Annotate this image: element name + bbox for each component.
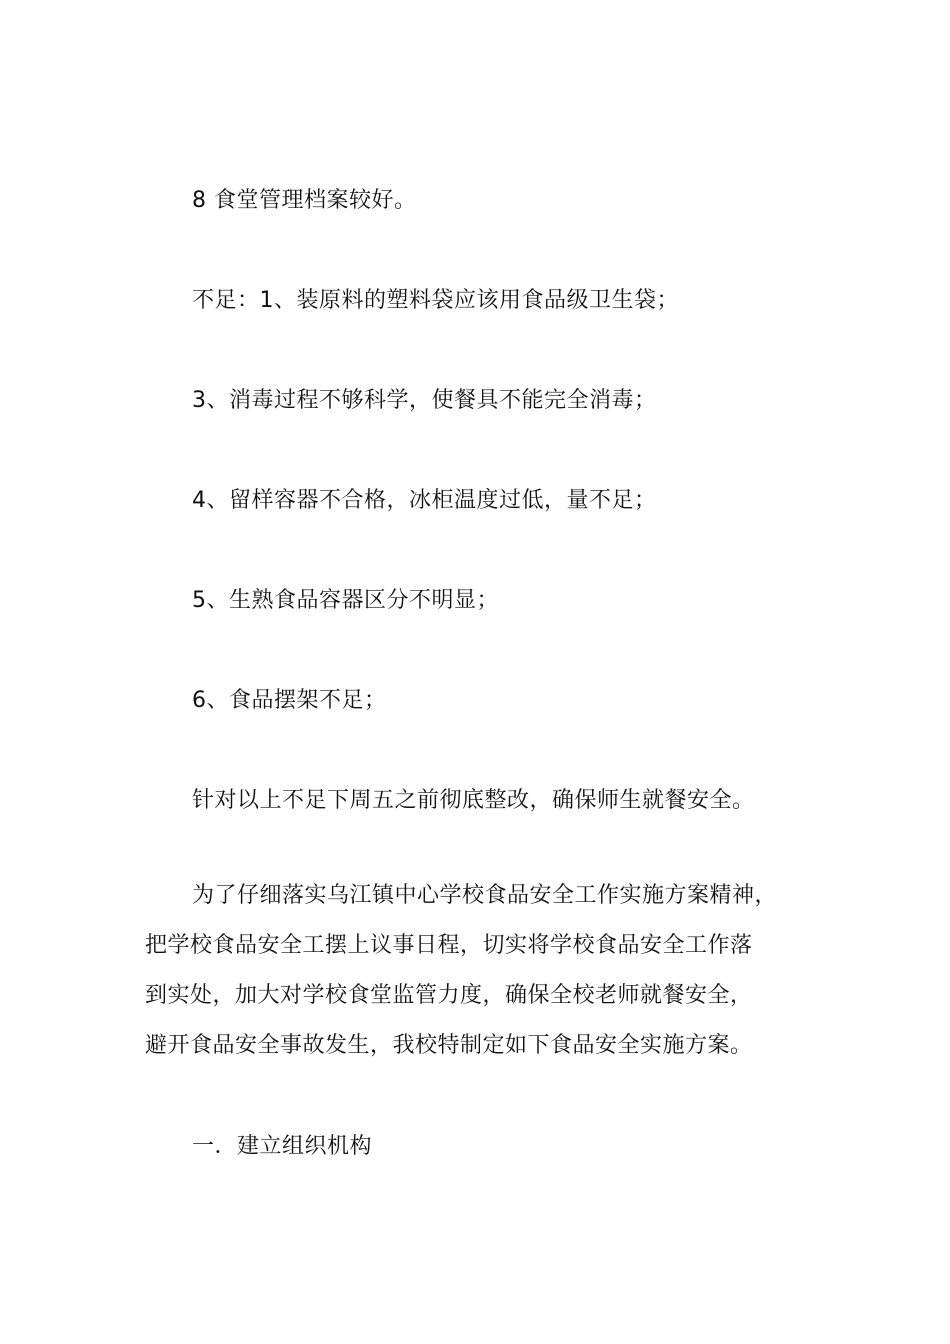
rectification-statement: 针对以上不足下周五之前彻底整改，确保师生就餐安全。 xyxy=(192,788,755,813)
section-heading: 一．建立组织机构 xyxy=(192,1134,373,1159)
intro-paragraph-line: 到实处，加大对学校食堂监管力度，确保全校老师就餐安全， xyxy=(145,983,753,1008)
item-shortcoming-3: 3、消毒过程不够科学，使餐具不能完全消毒； xyxy=(192,388,657,413)
intro-paragraph xyxy=(145,871,835,1071)
item-shortcoming-1: 不足：1、装原料的塑料袋应该用食品级卫生袋； xyxy=(192,288,679,313)
intro-paragraph-line: 为了仔细落实乌江镇中心学校食品安全工作实施方案精神， xyxy=(192,883,778,908)
item-shortcoming-5: 5、生熟食品容器区分不明显； xyxy=(192,588,499,613)
intro-paragraph-line: 把学校食品安全工摆上议事日程，切实将学校食品安全工作落 xyxy=(145,933,753,958)
intro-paragraph-line: 避开食品安全事故发生，我校特制定如下食品安全实施方案。 xyxy=(145,1033,753,1058)
item-archive-good: 8 食堂管理档案较好。 xyxy=(192,188,417,213)
item-shortcoming-6: 6、食品摆架不足； xyxy=(192,688,387,713)
item-shortcoming-4: 4、留样容器不合格，冰柜温度过低，量不足； xyxy=(192,488,657,513)
